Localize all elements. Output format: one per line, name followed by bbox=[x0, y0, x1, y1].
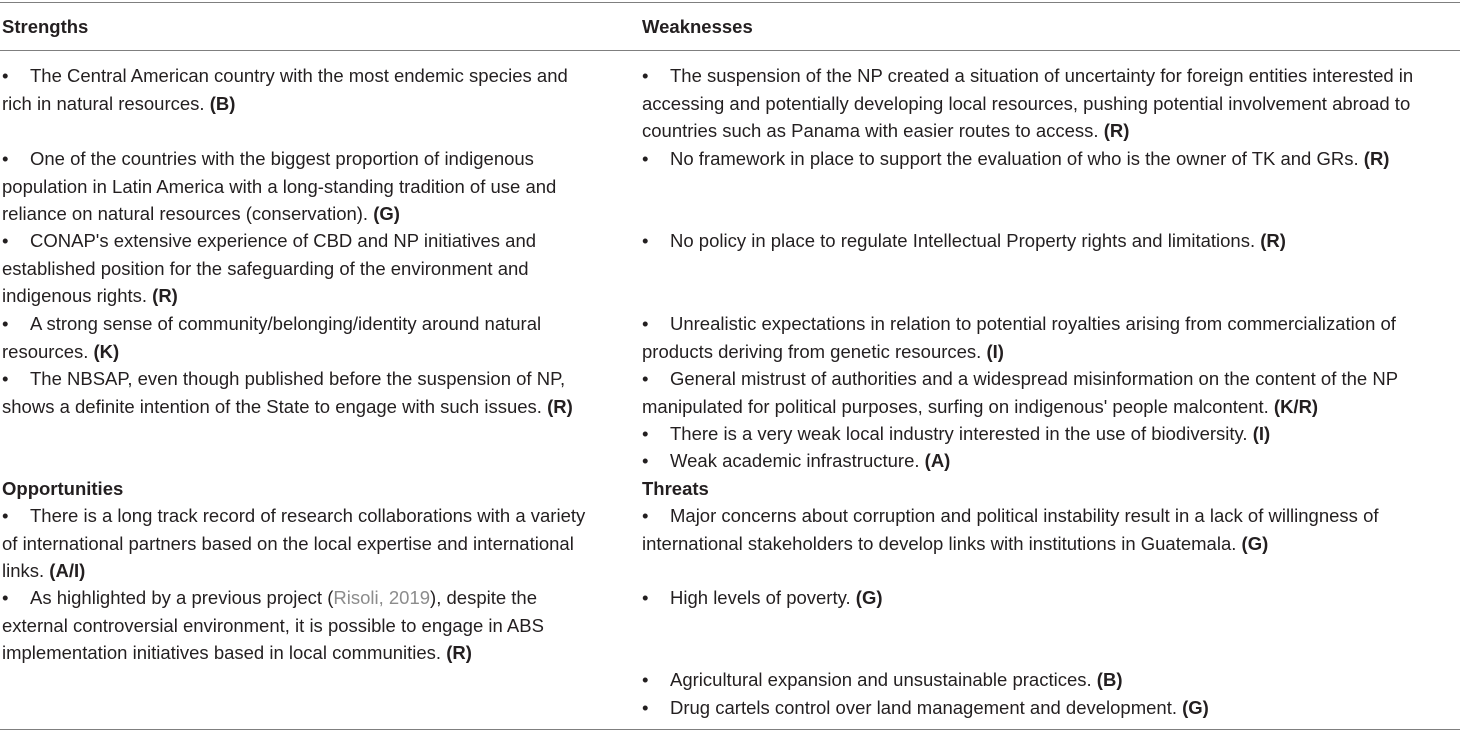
weaknesses-header: Weaknesses bbox=[642, 16, 753, 37]
source-tag: (R) bbox=[152, 285, 178, 306]
strengths-header: Strengths bbox=[2, 16, 89, 37]
opportunity-item: • As highlighted by a previous project (Risoli, 2019), despite the external controversial environment, it is possible to engage in ABS implementation initiatives based in local communities. (R) bbox=[2, 587, 544, 663]
source-tag: (R) bbox=[1260, 230, 1286, 251]
source-tag: (K) bbox=[93, 340, 120, 362]
source-tag: (B) bbox=[209, 92, 236, 114]
threats-title: Threats bbox=[642, 478, 709, 499]
strength-item: • One of the countries with the biggest proportion of indigenous population in Latin America with a long-standing tradition of use and reliance on natural resources (conservation). (G) bbox=[2, 148, 557, 224]
table-top-rule bbox=[0, 2, 1460, 3]
strength-item: • The NBSAP, even though published before the suspension of NP, shows a definite intention of the State to engage with such issues. (R) bbox=[2, 368, 573, 417]
threat-item: • High levels of poverty. (G) bbox=[642, 587, 883, 608]
threat-item: • Agricultural expansion and unsustainable practices. (B) bbox=[642, 669, 1123, 690]
threat-item: • Major concerns about corruption and political instability result in a lack of willingness of international stakeholders to develop links with institutions in Guatemala. (G) bbox=[642, 505, 1379, 554]
strength-item: • The Central American country with the most endemic species and rich in natural resources. (B) bbox=[2, 65, 568, 114]
weakness-item: • Weak academic infrastructure. (A) bbox=[642, 450, 951, 471]
source-tag: (G) bbox=[1182, 697, 1209, 718]
source-tag: (I) bbox=[1252, 423, 1271, 444]
source-tag: (R) bbox=[1103, 120, 1130, 141]
source-tag: (A) bbox=[924, 450, 951, 471]
source-tag: (K/R) bbox=[1273, 395, 1319, 417]
source-tag: (B) bbox=[1096, 669, 1123, 690]
threat-item: • Drug cartels control over land management and development. (G) bbox=[642, 697, 1209, 718]
source-tag: (I) bbox=[986, 340, 1004, 362]
strength-item: • CONAP's extensive experience of CBD and NP initiatives and established position for the safeguarding of the environment and indigenous rights. (R) bbox=[2, 230, 537, 306]
citation-link[interactable]: Risoli, 2019 bbox=[333, 587, 431, 608]
source-tag: (A/I) bbox=[49, 560, 86, 581]
source-tag: (G) bbox=[373, 203, 400, 224]
header-rule bbox=[0, 50, 1460, 51]
weakness-item: • No framework in place to support the evaluation of who is the owner of TK and GRs. (R) bbox=[642, 148, 1390, 169]
source-tag: (G) bbox=[855, 587, 883, 608]
weakness-item: • The suspension of the NP created a situation of uncertainty for foreign entities interested in accessing and potentially developing local resources, pushing potential involvement abroad to countries such as Panama with easier routes to access. (R) bbox=[642, 65, 1414, 141]
opportunities-title: Opportunities bbox=[2, 478, 124, 499]
weakness-item: • There is a very weak local industry interested in the use of biodiversity. (I) bbox=[642, 423, 1271, 444]
weakness-item: • General mistrust of authorities and a widespread misinformation on the content of the NP manipulated for political purposes, surfing on indigenous' people malcontent. (K/R) bbox=[642, 368, 1399, 417]
strength-item: • A strong sense of community/belonging/identity around natural resources. (K) bbox=[2, 313, 542, 362]
opportunity-item: • There is a long track record of research collaborations with a variety of international partners based on the local expertise and international links. (A/I) bbox=[2, 505, 586, 581]
source-tag: (R) bbox=[547, 395, 573, 417]
weakness-item: • No policy in place to regulate Intellectual Property rights and limitations. (R) bbox=[642, 230, 1286, 251]
source-tag: (R) bbox=[446, 642, 472, 663]
source-tag: (G) bbox=[1241, 532, 1269, 554]
table-bottom-rule bbox=[0, 729, 1460, 730]
weakness-item: • Unrealistic expectations in relation to potential royalties arising from commercialization of products deriving from genetic resources. (I) bbox=[642, 313, 1396, 362]
source-tag: (R) bbox=[1363, 148, 1390, 169]
